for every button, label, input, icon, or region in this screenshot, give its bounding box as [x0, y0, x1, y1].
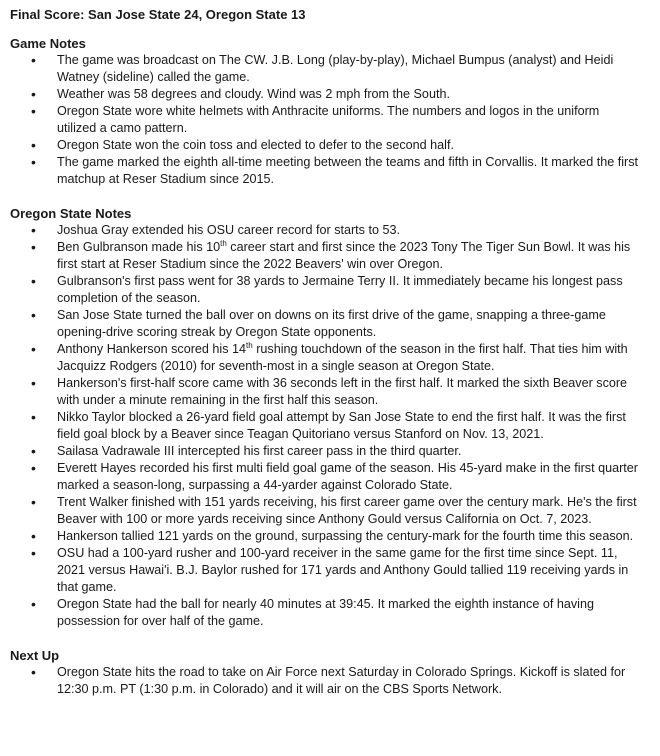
list-item	[10, 307, 638, 341]
game-notes-section	[10, 35, 638, 188]
oregon-state-notes-heading: Oregon State Notes	[10, 206, 132, 221]
next-up-list	[10, 664, 638, 698]
note-text: San Jose State turned the ball over on downs on its first drive of the game, snapping a three-game opening-drive scoring streak by Oregon State opponents.	[57, 308, 606, 339]
oregon-state-notes-list	[10, 222, 638, 630]
list-item	[10, 545, 638, 596]
game-notes-list	[10, 52, 638, 188]
game-notes-heading: Game Notes	[10, 36, 86, 51]
list-item	[10, 460, 638, 494]
list-item	[10, 409, 638, 443]
list-item	[10, 528, 638, 545]
list-item: • Weather was 58 degrees and cloudy. Wind was 2 mph from the South.	[10, 86, 638, 103]
note-text: Nikko Taylor blocked a 26-yard field goal attempt by San Jose State to end the first half. It was the first field goal block by a Beaver since Teagan Quitoriano versus Stanford on Nov. 13, 2021.	[57, 410, 626, 441]
note-text: OSU had a 100-yard rusher and 100-yard receiver in the same game for the first time since Sept. 11, 2021 versus Hawai'i. B.J. Baylor rushed for 171 yards and Anthony Gould tallied 119 receiving yards in that game.	[57, 546, 629, 594]
list-item	[10, 222, 638, 239]
note-text: Trent Walker finished with 151 yards receiving, his first career game over the century mark. He's the first Beaver with 100 or more yards receiving since Anthony Gould versus California on Oct. 7, 2023.	[57, 495, 637, 526]
list-item	[10, 494, 638, 528]
note-text: Gulbranson's first pass went for 38 yards to Jermaine Terry II. It immediately became his longest pass completion of the season.	[57, 274, 623, 305]
list-item: • The game marked the eighth all-time meeting between the teams and fifth in Corvallis. It marked the first matchup at Reser Stadium since 2015.	[10, 154, 638, 188]
list-item: • Oregon State hits the road to take on Air Force next Saturday in Colorado Springs. Kickoff is slated for 12:30 p.m. PT (1:30 p.m. in Colorado) and it will air on the CBS Sports Network.	[10, 664, 638, 698]
list-item	[10, 443, 638, 460]
note-text: Joshua Gray extended his OSU career record for starts to 53.	[57, 223, 400, 237]
list-item	[10, 375, 638, 409]
note-text: Oregon State had the ball for nearly 40 minutes at 39:45. It marked the eighth instance of having possession for over half of the game.	[57, 597, 594, 628]
list-item	[10, 239, 638, 273]
note-text: Hankerson's first-half score came with 36 seconds left in the first half. It marked the sixth Beaver score with under a minute remaining in the first half this season.	[57, 376, 628, 407]
final-score-title: Final Score: San Jose State 24, Oregon State 13	[10, 7, 306, 22]
note-text: Sailasa Vadrawale III intercepted his first career pass in the third quarter.	[57, 444, 462, 458]
list-item: • Oregon State wore white helmets with Anthracite uniforms. The numbers and logos in the uniform utilized a camo pattern.	[10, 103, 638, 137]
next-up-section	[10, 647, 638, 698]
ordinal-suffix: th	[246, 341, 253, 350]
list-item	[10, 341, 638, 375]
list-item: • Oregon State won the coin toss and elected to defer to the second half.	[10, 137, 638, 154]
note-text: Everett Hayes recorded his first multi field goal game of the season. His 45-yard make in the first quarter marked a season-long, surpassing a 44-yarder against Colorado State.	[57, 461, 638, 492]
oregon-state-notes-section	[10, 205, 638, 630]
list-item: • The game was broadcast on The CW. J.B. Long (play-by-play), Michael Bumpus (analyst) and Heidi Watney (sideline) called the game.	[10, 52, 638, 86]
next-up-heading: Next Up	[10, 648, 60, 663]
note-text: Ben Gulbranson made his 10	[57, 240, 221, 254]
note-text: career start and first since the 2023 Tony The Tiger Sun Bowl. It was his first start at Reser Stadium since the 2022 Beavers' win over Oregon.	[57, 240, 631, 271]
note-text: rushing touchdown of the season in the first half. That ties him with Jacquizz Rodgers (2010) for seventh-most in a single season at Oregon State.	[57, 342, 628, 373]
note-text: Hankerson tallied 121 yards on the ground, surpassing the century-mark for the fourth time this season.	[57, 529, 634, 543]
list-item	[10, 273, 638, 307]
ordinal-suffix: th	[220, 239, 227, 248]
note-text: Anthony Hankerson scored his 14	[57, 342, 247, 356]
list-item	[10, 596, 638, 630]
